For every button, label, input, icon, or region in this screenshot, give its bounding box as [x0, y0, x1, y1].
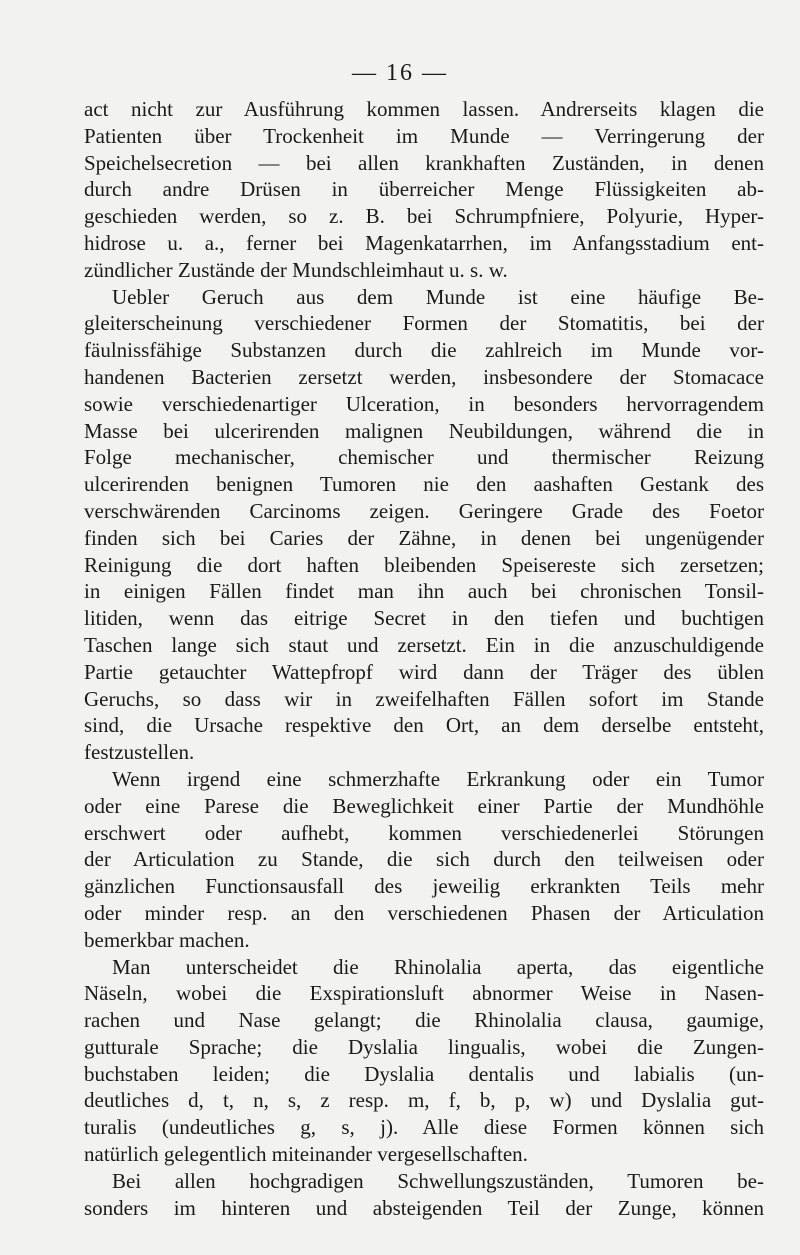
text-line: Masse bei ulcerirenden malignen Neubildungen, während die in: [84, 418, 764, 443]
text-line: finden sich bei Caries der Zähne, in denen bei ungenügender: [84, 525, 764, 550]
text-line: Partie getauchter Wattepfropf wird dann der Träger des üblen: [84, 659, 764, 684]
text-line: Folge mechanischer, chemischer und thermischer Reizung: [84, 445, 764, 470]
text-line: sonders im hinteren und absteigenden Teil der Zunge, können: [84, 1195, 764, 1220]
text-line: festzustellen.: [84, 740, 195, 765]
text-line: gleiterscheinung verschiedener Formen der Stomatitis, bei der: [84, 311, 764, 336]
text-line: litiden, wenn das eitrige Secret in den tiefen und buchtigen: [84, 606, 764, 631]
text-line: in einigen Fällen findet man ihn auch bei chronischen Tonsil-: [84, 579, 764, 604]
text-line: bemerkbar machen.: [84, 927, 250, 952]
text-line: deutliches d, t, n, s, z resp. m, f, b, p, w) und Dyslalia gut-: [84, 1088, 764, 1113]
text-line: Man unterscheidet die Rhinolalia aperta, das eigentliche: [112, 954, 764, 979]
text-line: act nicht zur Ausführung kommen lassen. Andrerseits klagen die: [84, 97, 764, 121]
text-line: verschwärenden Carcinoms zeigen. Geringere Grade des Foetor: [84, 498, 764, 523]
text-line: Geruchs, so dass wir in zweifelhaften Fällen sofort im Stande: [84, 686, 764, 711]
text-line: fäulnissfähige Substanzen durch die zahlreich im Munde vor-: [84, 338, 764, 363]
page-number: — 16 —: [352, 60, 448, 86]
text-line: gänzlichen Functionsausfall des jeweilig erkrankten Teils mehr: [84, 874, 764, 899]
text-line: rachen und Nase gelangt; die Rhinolalia clausa, gaumige,: [84, 1008, 764, 1033]
text-line: hidrose u. a., ferner bei Magenkatarrhen, im Anfangsstadium ent-: [84, 230, 764, 255]
text-line: Uebler Geruch aus dem Munde ist eine häufige Be-: [112, 284, 764, 309]
body-text: [84, 96, 764, 1221]
text-line: Näseln, wobei die Exspirationsluft abnormer Weise in Nasen-: [84, 981, 764, 1006]
text-line: durch andre Drüsen in überreicher Menge Flüssigkeiten ab-: [84, 177, 764, 202]
text-line: natürlich gelegentlich miteinander vergesellschaften.: [84, 1142, 528, 1167]
text-line: oder eine Parese die Beweglichkeit einer Partie der Mundhöhle: [84, 793, 764, 818]
text-line: oder minder resp. an den verschiedenen Phasen der Articulation: [84, 900, 764, 925]
text-line: sowie verschiedenartiger Ulceration, in besonders hervorragendem: [84, 391, 764, 416]
text-line: Reinigung die dort haften bleibenden Speisereste sich zersetzen;: [84, 552, 764, 577]
text-line: sind, die Ursache respektive den Ort, an dem derselbe entsteht,: [84, 713, 764, 738]
text-line: buchstaben leiden; die Dyslalia dentalis und labialis (un-: [84, 1061, 764, 1086]
text-line: Speichelsecretion — bei allen krankhaften Zuständen, in denen: [84, 150, 764, 175]
text-line: der Articulation zu Stande, die sich durch den teilweisen oder: [84, 847, 764, 872]
text-line: geschieden werden, so z. B. bei Schrumpfniere, Polyurie, Hyper-: [84, 204, 764, 229]
text-line: Wenn irgend eine schmerzhafte Erkrankung oder ein Tumor: [112, 766, 764, 791]
text-line: zündlicher Zustände der Mundschleimhaut u. s. w.: [84, 257, 508, 282]
text-line: Bei allen hochgradigen Schwellungszuständen, Tumoren be-: [112, 1168, 764, 1193]
text-line: Taschen lange sich staut und zersetzt. Ein in die anzuschuldigende: [84, 632, 764, 657]
text-line: handenen Bacterien zersetzt werden, insbesondere der Stomacace: [84, 364, 764, 389]
text-line: gutturale Sprache; die Dyslalia lingualis, wobei die Zungen-: [84, 1034, 764, 1059]
text-line: Patienten über Trockenheit im Munde — Verringerung der: [84, 123, 764, 148]
text-line: turalis (undeutliches g, s, j). Alle diese Formen können sich: [84, 1115, 764, 1140]
text-line: erschwert oder aufhebt, kommen verschiedenerlei Störungen: [84, 820, 764, 845]
text-line: ulcerirenden benignen Tumoren nie den aashaften Gestank des: [84, 472, 764, 497]
